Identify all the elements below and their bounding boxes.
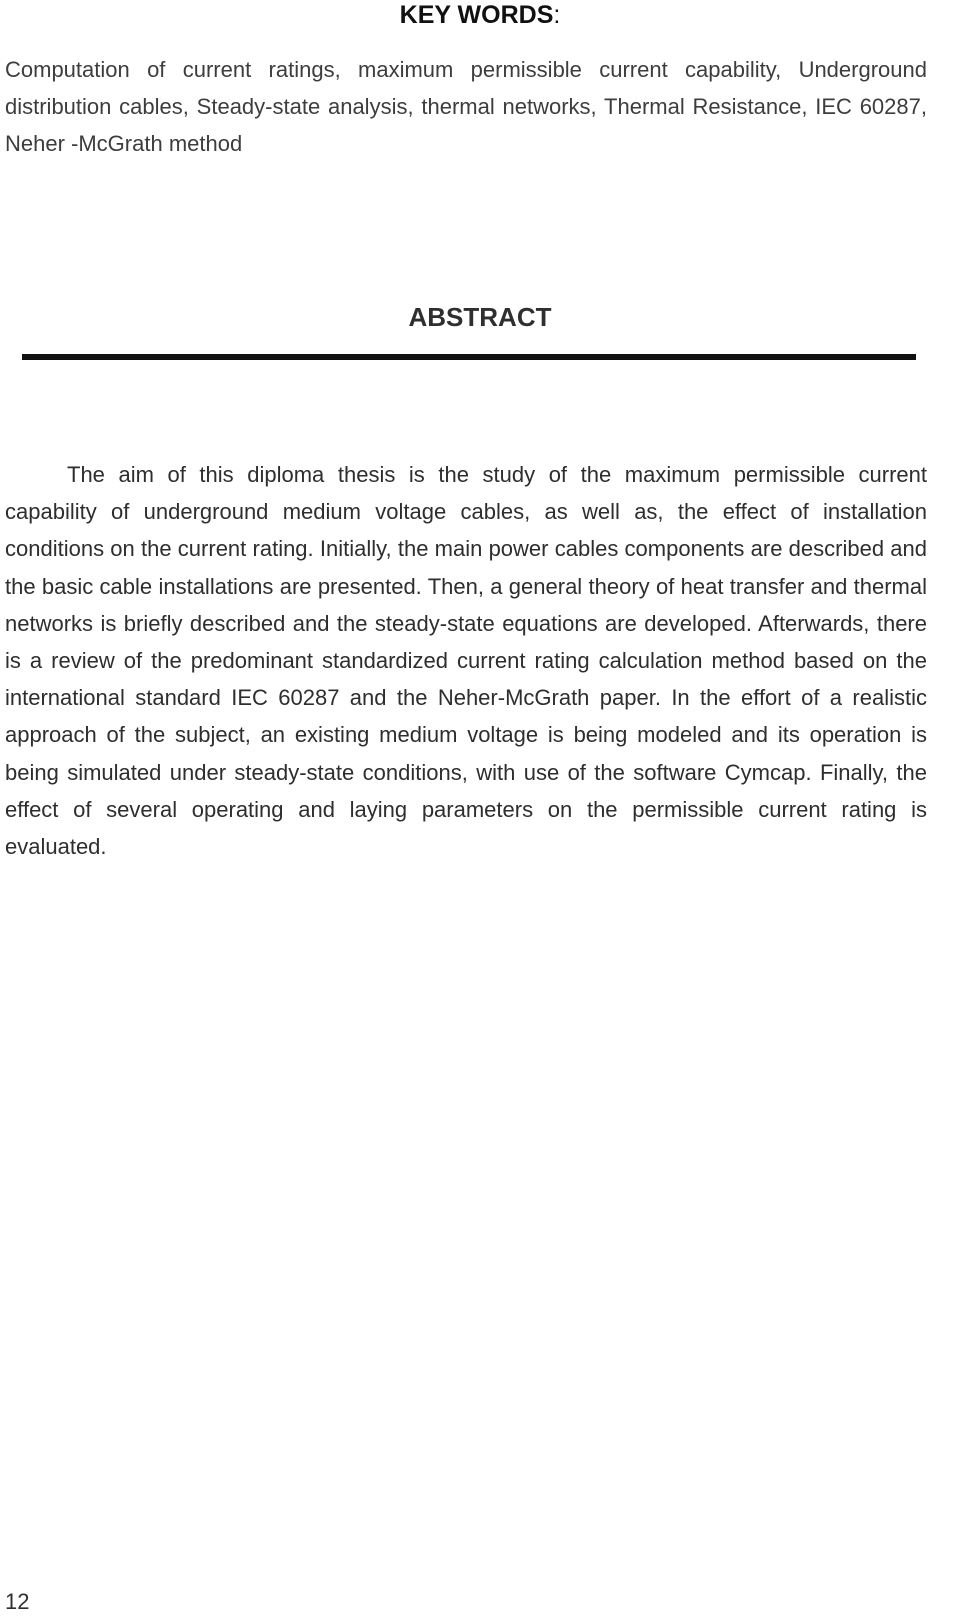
abstract-paragraph: The aim of this diploma thesis is the study of the maximum permissible current capability of underground medium voltage cables, as well as, the effect of installation conditions on the current rating. Initially, the main power cables components are described and the basic cable installations are presented. Then, a general theory of heat transfer and thermal networks is briefly described and the steady-state equations are developed. Afterwards, there is a review of the predominant standardized current rating calculation method based on the international standard IEC 60287 and the Neher-McGrath paper. In the effort of a realistic approach of the subject, an existing medium voltage is being modeled and its operation is being simulated under steady-state conditions, with use of the software Cymcap. Finally, the effect of several operating and laying parameters on the permissible current rating is evaluated. [5, 462, 927, 860]
abstract-heading: ABSTRACT [408, 302, 552, 332]
keywords-heading-title: KEY WORDS [399, 1, 554, 29]
keywords-heading-colon: : [553, 1, 561, 29]
abstract-divider [22, 354, 916, 360]
keywords-heading [0, 0, 960, 30]
keywords-paragraph: Computation of current ratings, maximum permissible current capability, Underground distribution cables, Steady-state analysis, thermal networks, Thermal Resistance, IEC 60287, Neher -McGrath method [5, 57, 927, 156]
page-number: 12 [5, 1589, 30, 1614]
